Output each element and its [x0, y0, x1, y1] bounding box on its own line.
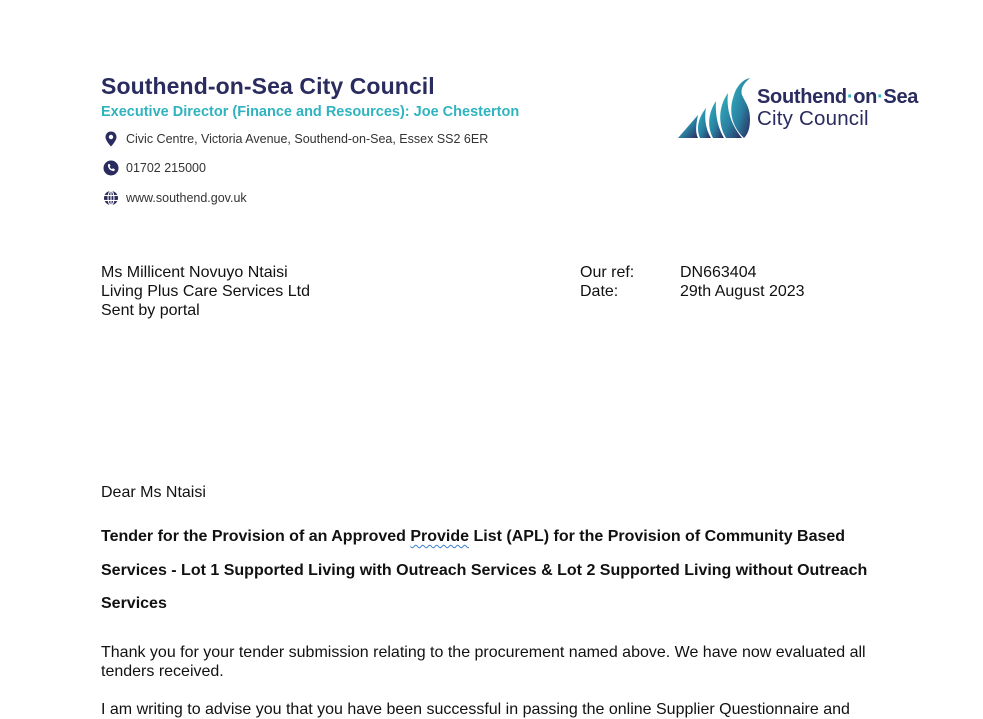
- logo-text-line1: Southend·on·Sea: [757, 85, 919, 108]
- executive-director: Executive Director (Finance and Resources): Joe Chesterton: [101, 104, 520, 120]
- spellcheck-flagged-word[interactable]: Provide: [410, 528, 470, 545]
- phone-icon: [102, 159, 120, 177]
- contact-phone: [102, 159, 206, 177]
- body-paragraph: Thank you for your tender submission relating to the procurement named above. We have now evaluated all tenders received.: [101, 644, 866, 680]
- shell-wave-logo-icon: [676, 75, 751, 141]
- delivery-method: Sent by portal: [101, 302, 200, 319]
- subject-heading: Tender for the Provision of an Approved Provide List (APL) for the Provision of Community Based Services - Lot 1 Supported Living with Outreach Services & Lot 2 Supported Living without Outreach Services: [101, 528, 868, 612]
- salutation: Dear Ms Ntaisi: [101, 484, 206, 501]
- globe-icon: [102, 189, 120, 207]
- contact-address: [102, 130, 488, 148]
- ref-label: Our ref:: [580, 264, 635, 281]
- ref-value: DN663404: [680, 264, 757, 281]
- location-pin-icon: [102, 130, 120, 148]
- logo-text-line2: City Council: [757, 106, 869, 130]
- reference-block: [580, 263, 805, 301]
- contact-website: [102, 189, 247, 207]
- org-name: Southend-on-Sea City Council: [101, 73, 435, 99]
- recipient-name: Ms Millicent Novuyo Ntaisi: [101, 264, 288, 281]
- date-value: 29th August 2023: [680, 283, 805, 300]
- council-logo: [676, 74, 941, 142]
- phone-text: 01702 215000: [126, 161, 206, 175]
- body-paragraph: I am writing to advise you that you have been successful in passing the online Supplier Questionnaire and: [101, 701, 850, 718]
- website-text: www.southend.gov.uk: [126, 191, 247, 205]
- recipient-address: [101, 263, 310, 320]
- date-label: Date:: [580, 283, 619, 300]
- address-text: Civic Centre, Victoria Avenue, Southend-on-Sea, Essex SS2 6ER: [126, 132, 489, 146]
- recipient-company: Living Plus Care Services Ltd: [101, 283, 310, 300]
